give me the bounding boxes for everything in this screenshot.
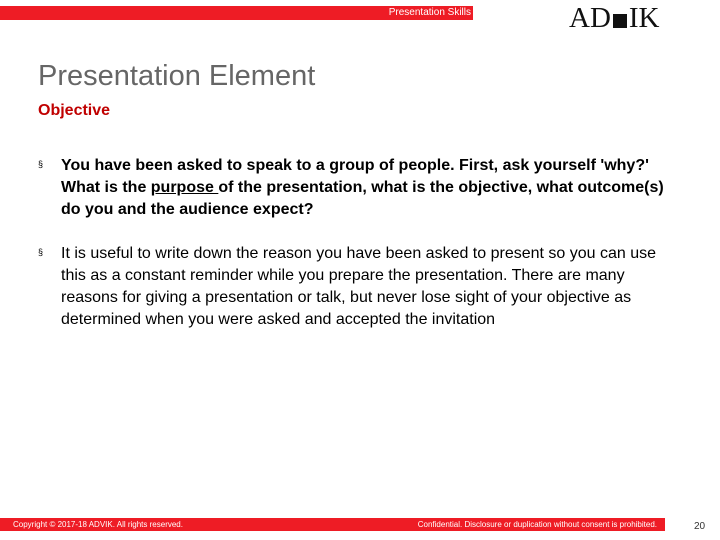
bullet-marker-icon: §: [38, 159, 44, 169]
footer-confidential: Confidential. Disclosure or duplication without consent is prohibited.: [417, 520, 657, 529]
bullet-emphasis: purpose: [150, 179, 219, 196]
bullet-item: [38, 243, 678, 331]
page-number: 20: [694, 521, 706, 532]
header-bar: [0, 6, 473, 20]
bullet-text-part: You have been asked to speak to a group of people. First, ask yourself 'why?' What is the: [61, 157, 649, 196]
bullet-text: [61, 155, 678, 221]
company-logo: [569, 2, 660, 34]
footer-bar: [0, 518, 665, 531]
slide-title: Presentation Element: [38, 60, 316, 92]
bullet-marker-icon: §: [38, 247, 44, 257]
header-bar-label: Presentation Skills: [388, 7, 471, 18]
logo-square-icon: [613, 14, 627, 28]
footer-copyright: Copyright © 2017-18 ADVIK. All rights reserved.: [13, 520, 183, 529]
logo-text-left: AD: [569, 1, 611, 34]
bullet-text: It is useful to write down the reason you have been asked to present so you can use this as a constant reminder while you prepare the presentation. There are many reasons for giving a presentation or talk, but never lose sight of your objective as determined when you were asked and accepted the invitation: [61, 245, 657, 328]
bullet-text-part: of the presentation, what is the objective, what outcome(s) do you and the audience expect?: [61, 179, 664, 218]
bullet-item: [38, 155, 678, 221]
logo-text-right: IK: [628, 1, 660, 34]
slide-subtitle: Objective: [38, 102, 111, 119]
